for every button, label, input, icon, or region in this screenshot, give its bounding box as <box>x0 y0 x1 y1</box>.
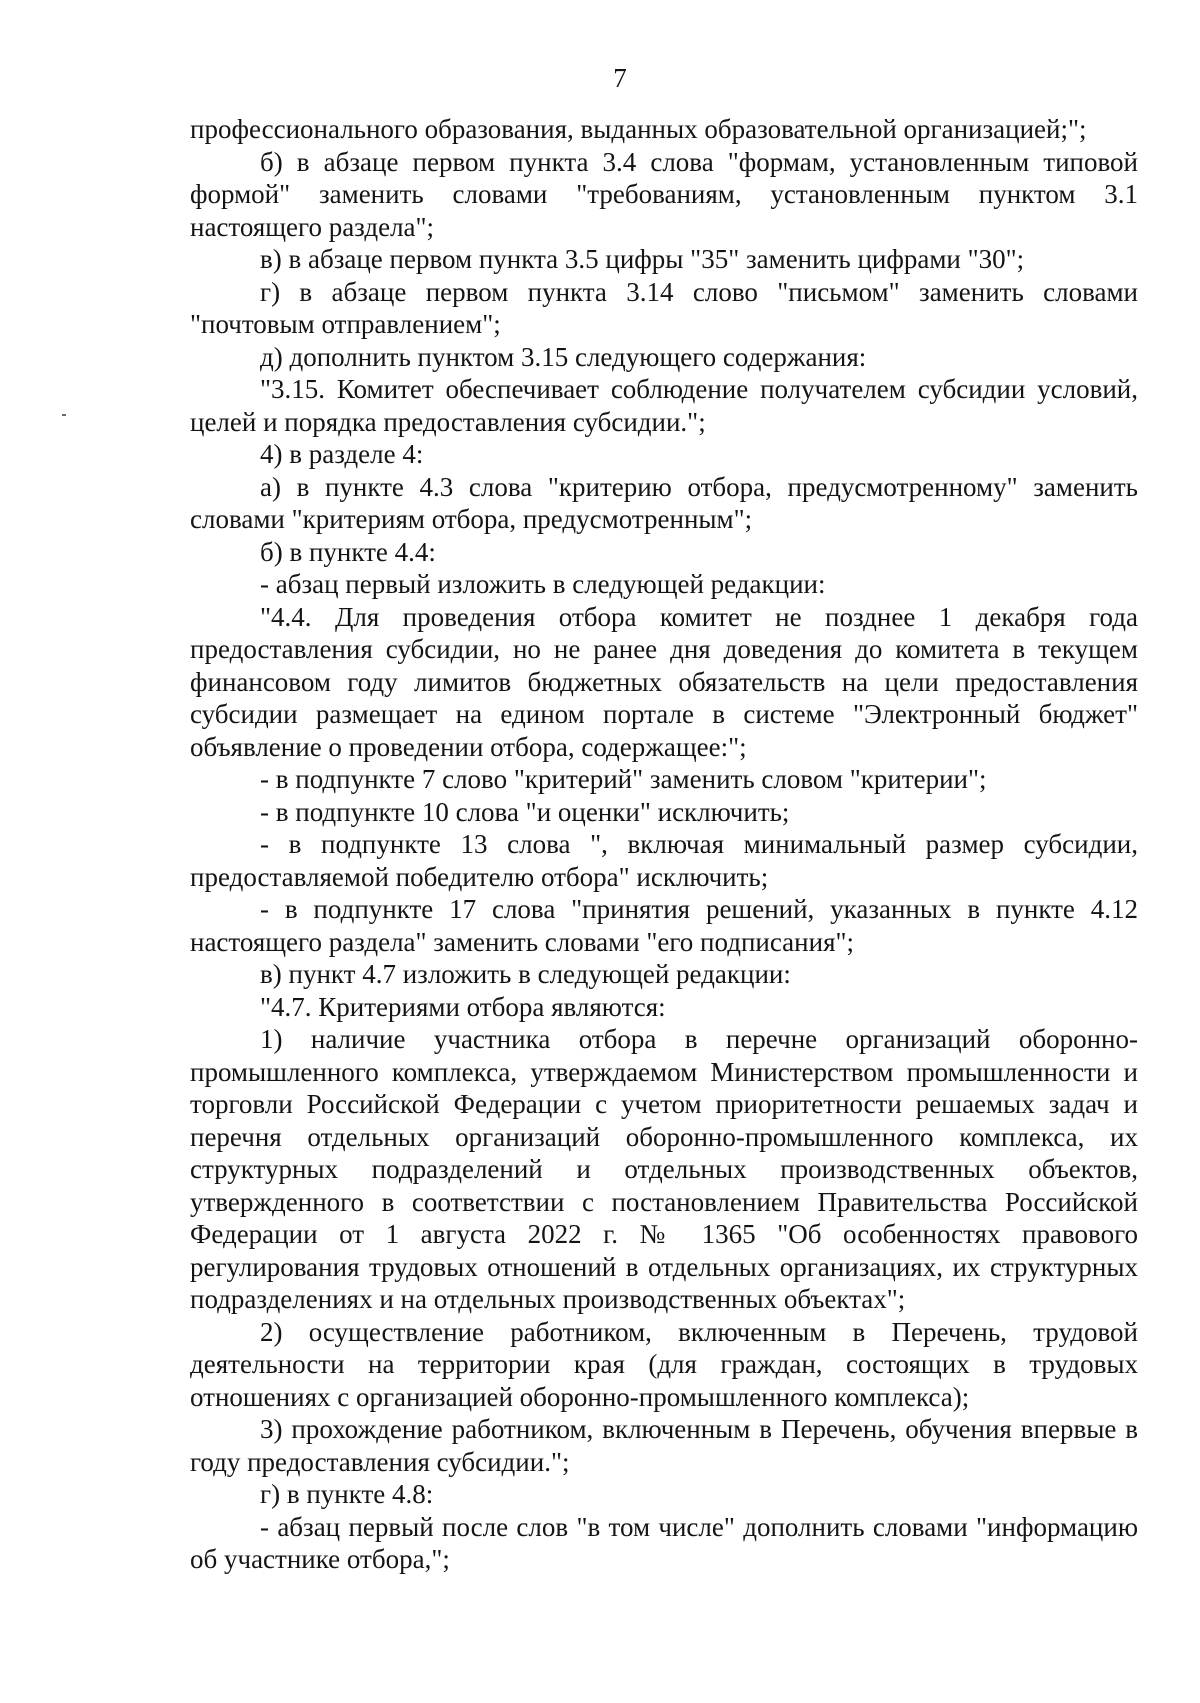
paragraph: профессионального образования, выданных образовательной организацией;"; <box>190 114 1087 144</box>
paragraph: - в подпункте 7 слово "критерий" заменить словом "критерии"; <box>260 764 987 794</box>
paragraph: - в подпункте 17 слова "принятия решений, указанных в пункте 4.12 настоящего раздела" заменить словами "его подписания"; <box>190 894 1138 957</box>
paragraph: 3) прохождение работником, включенным в Перечень, обучения впервые в году предоставления субсидии."; <box>190 1414 1138 1477</box>
paragraph: - абзац первый изложить в следующей редакции: <box>260 569 826 599</box>
paragraph: г) в пункте 4.8: <box>260 1479 434 1509</box>
scan-artifact <box>62 414 66 416</box>
paragraph: "3.15. Комитет обеспечивает соблюдение получателем субсидии условий, целей и порядка предоставления субсидии."; <box>190 374 1138 437</box>
paragraph: г) в абзаце первом пункта 3.14 слово "письмом" заменить словами "почтовым отправлением"; <box>190 276 1138 339</box>
paragraph: - абзац первый после слов "в том числе" дополнить словами "информацию об участнике отбора,"; <box>190 1511 1138 1574</box>
paragraph: в) пункт 4.7 изложить в следующей редакции: <box>260 959 791 989</box>
paragraph: - в подпункте 13 слова ", включая минимальный размер субсидии, предоставляемой победителю отбора" исключить; <box>190 829 1138 892</box>
paragraph: - в подпункте 10 слова "и оценки" исключить; <box>260 796 790 827</box>
paragraph: б) в пункте 4.4: <box>260 536 436 567</box>
paragraph: а) в пункте 4.3 слова "критерию отбора, предусмотренному" заменить словами "критериям отбора, предусмотренным"; <box>190 471 1138 534</box>
paragraph: 4) в разделе 4: <box>260 439 424 469</box>
paragraph: в) в абзаце первом пункта 3.5 цифры "35" заменить цифрами "30"; <box>260 244 1025 274</box>
paragraph: "4.7. Критериями отбора являются: <box>260 991 666 1022</box>
paragraph: 1) наличие участника отбора в перечне организаций оборонно-промышленного комплекса, утверждаемом Министерством промышленности и торговли Российской Федерации с учетом приоритетности решаемых задач и перечня отдельных организаций оборонно-промышленного комплекса, их структурных подразделений и отдельных производственных объектов, утвержденного в соответствии с постановлением Правительства Российской Федерации от 1 августа 2022 г. № 1365 "Об особенностях правового регулирования трудовых отношений в отдельных организациях, их структурных подразделениях и на отдельных производственных объектах"; <box>190 1024 1138 1314</box>
paragraph: д) дополнить пунктом 3.15 следующего содержания: <box>260 341 867 372</box>
paragraph: "4.4. Для проведения отбора комитет не позднее 1 декабря года предоставления субсидии, но не ранее дня доведения до комитета в текущем финансовом году лимитов бюджетных обязательств на цели предоставления субсидии размещает на едином портале в системе "Электронный бюджет" объявление о проведении отбора, содержащее:"; <box>190 601 1138 762</box>
page-number: 7 <box>613 63 627 93</box>
document-body <box>190 113 1138 1576</box>
paragraph: б) в абзаце первом пункта 3.4 слова "формам, установленным типовой формой" заменить словами "требованиям, установленным пунктом 3.1 настоящего раздела"; <box>190 146 1138 242</box>
paragraph: 2) осуществление работником, включенным в Перечень, трудовой деятельности на территории края (для граждан, состоящих в трудовых отношениях с организацией оборонно-промышленного комплекса); <box>190 1316 1138 1412</box>
